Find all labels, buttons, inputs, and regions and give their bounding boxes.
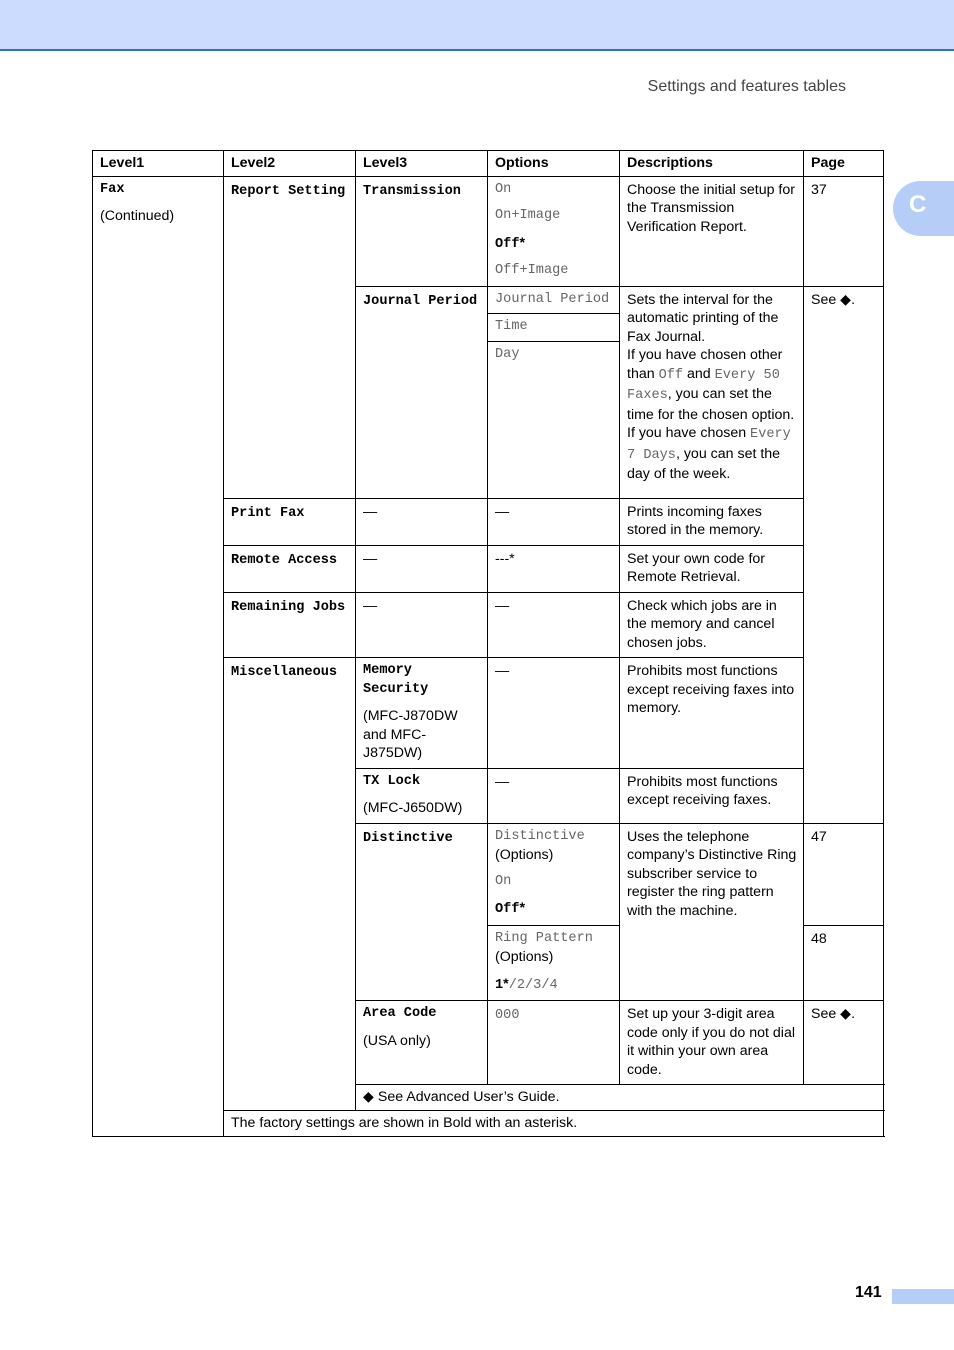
level1-cell: [93, 176, 224, 1137]
options-cell: —: [488, 498, 620, 545]
transmission-label: Transmission: [363, 183, 461, 199]
header-level1: Level1: [93, 151, 224, 177]
option-item: On: [495, 873, 512, 889]
level3-cell: [356, 176, 488, 286]
options-cell: [488, 823, 620, 925]
print-fax-label: Print Fax: [231, 505, 305, 521]
table-header-row: [93, 151, 884, 177]
level3-cell: —: [356, 592, 488, 658]
journal-desc-2: If you have chosen other than Off and Every 50 Faxes, you can set the time for the chosen option.: [627, 347, 795, 423]
page-cell: 47: [804, 823, 884, 925]
option-item: Off+Image: [495, 263, 569, 278]
table-row: [93, 176, 884, 286]
options-cell: [488, 286, 620, 498]
page-cell: See ◆.: [804, 1001, 884, 1085]
description-cell: Prohibits most functions except receiving faxes into memory.: [620, 658, 804, 769]
option-item: Day: [488, 341, 619, 369]
options-cell: [488, 1001, 620, 1085]
page-cell: See ◆.: [804, 286, 884, 823]
level2-cell: [224, 498, 356, 545]
options-cell: ---*: [488, 545, 620, 592]
options-cell: —: [488, 768, 620, 823]
chapter-tab: [893, 181, 954, 236]
remaining-jobs-label: Remaining Jobs: [231, 599, 346, 615]
area-code-note: (USA only): [363, 1032, 431, 1049]
journal-desc-1: Sets the interval for the automatic printing of the Fax Journal.: [627, 291, 779, 345]
level2-cell: [224, 176, 356, 498]
level1-note: (Continued): [100, 208, 175, 224]
miscellaneous-label: Miscellaneous: [231, 665, 338, 680]
footnote-advanced-guide: ◆ See Advanced User’s Guide.: [356, 1085, 884, 1111]
option-item: Ring Pattern: [495, 930, 593, 946]
header-options: Options: [488, 151, 620, 177]
description-cell: Uses the telephone company’s Distinctive Ring subscriber service to register the ring pattern with the machine.: [620, 823, 804, 1001]
level3-cell: —: [356, 545, 488, 592]
option-item-default: Off*: [495, 900, 526, 917]
level3-cell: [356, 286, 488, 498]
level3-cell: [356, 658, 488, 769]
section-title: Settings and features tables: [647, 78, 846, 95]
level2-cell: [224, 658, 356, 1111]
options-cell: —: [488, 592, 620, 658]
page-cell: 48: [804, 925, 884, 1001]
page-number-bar: [892, 1289, 954, 1304]
level3-cell: [356, 823, 488, 1001]
page-number: 141: [855, 1284, 882, 1301]
level3-cell: [356, 1001, 488, 1085]
option-item-default: Off*: [495, 234, 526, 252]
memory-security-label: Memory Security: [363, 663, 429, 697]
option-item: On: [495, 181, 512, 197]
distinctive-label: Distinctive: [363, 830, 453, 846]
chapter-tab-letter: C: [909, 191, 927, 218]
option-note: (Options): [495, 847, 554, 863]
description-cell: Set your own code for Remote Retrieval.: [620, 545, 804, 592]
report-setting-label: Report Setting: [231, 183, 346, 199]
header-descriptions: Descriptions: [620, 151, 804, 177]
options-cell: [488, 176, 620, 286]
description-cell: Choose the initial setup for the Transmission Verification Report.: [620, 176, 804, 286]
option-item: Time: [488, 313, 619, 341]
level2-cell: [224, 592, 356, 658]
option-item: Journal Period: [495, 291, 610, 307]
journal-period-label: Journal Period: [363, 293, 478, 309]
description-cell: Set up your 3-digit area code only if you do not dial it within your own area code.: [620, 1001, 804, 1085]
settings-table: [92, 150, 884, 1137]
level2-cell: [224, 545, 356, 592]
top-header-band: [0, 0, 954, 51]
options-cell: —: [488, 658, 620, 769]
tx-lock-label: TX Lock: [363, 773, 421, 789]
option-item: Distinctive: [495, 828, 585, 844]
option-item-ring-values: 1*/2/3/4: [495, 975, 558, 993]
journal-desc-3: If you have chosen Every 7 Days, you can set the day of the week.: [627, 425, 791, 482]
description-cell: Check which jobs are in the memory and cancel chosen jobs.: [620, 592, 804, 658]
header-level2: Level2: [224, 151, 356, 177]
description-cell: Prints incoming faxes stored in the memory.: [620, 498, 804, 545]
options-cell: [488, 925, 620, 1001]
memory-security-note: (MFC-J870DW and MFC-J875DW): [363, 708, 458, 761]
option-item: 000: [495, 1008, 520, 1023]
area-code-label: Area Code: [363, 1006, 437, 1021]
header-page: Page: [804, 151, 884, 177]
description-cell: [620, 286, 804, 498]
description-cell: Prohibits most functions except receiving faxes.: [620, 768, 804, 823]
footnote-factory-settings: The factory settings are shown in Bold with an asterisk.: [224, 1110, 884, 1137]
option-item: On+Image: [495, 208, 561, 223]
level3-cell: —: [356, 498, 488, 545]
level3-cell: [356, 768, 488, 823]
tx-lock-note: (MFC-J650DW): [363, 800, 463, 816]
remote-access-label: Remote Access: [231, 552, 338, 568]
page-cell: 37: [804, 176, 884, 286]
option-note: (Options): [495, 949, 554, 965]
level1-name: Fax: [100, 181, 125, 197]
header-level3: Level3: [356, 151, 488, 177]
